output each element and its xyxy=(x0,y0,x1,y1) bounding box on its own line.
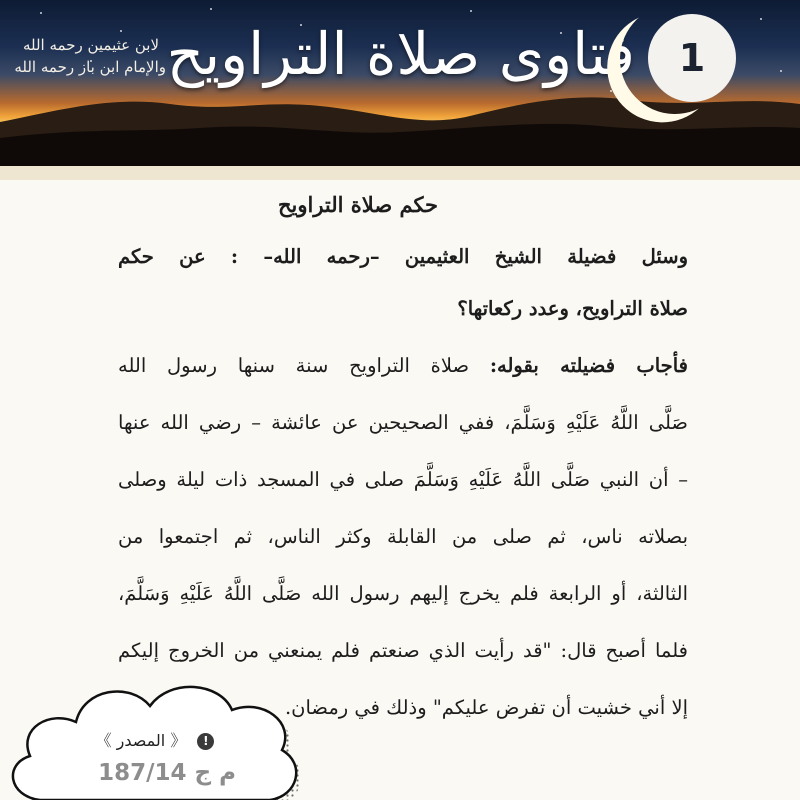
answer-first-line xyxy=(118,337,688,394)
episode-number-badge: 1 xyxy=(648,14,736,102)
answer-line: الثالثة، أو الرابعة فلم يخرج إليهم رسول الله صَلَّى اللَّهُ عَلَيْهِ وَسَلَّمَ، xyxy=(118,582,688,605)
header-divider xyxy=(0,166,800,180)
source-label-text: 《 المصدر 》 xyxy=(95,731,187,750)
answer-label: فأجاب فضيلته بقوله: xyxy=(489,354,688,377)
source-label xyxy=(60,728,250,751)
question-line: صلاة التراويح، وعدد ركعاتها؟ xyxy=(457,297,688,320)
question-paragraph xyxy=(118,234,688,337)
answer-line: بصلاته ناس، ثم صلى من القابلة وكثر الناس، ثم اجتمعوا من xyxy=(118,525,688,548)
answer-line: إلا أني خشيت أن تفرض عليكم" وذلك في رمضان. xyxy=(284,696,688,719)
authors-calligraphy xyxy=(16,34,166,78)
answer-line: فلما أصبح قال: "قد رأيت الذي صنعتم فلم يمنعني من الخروج إليكم xyxy=(118,639,688,662)
source-reference: م ج 187/14 xyxy=(98,760,236,786)
article-heading: حكم صلاة التراويح xyxy=(277,192,439,217)
info-icon: ! xyxy=(197,733,214,750)
author-line: لابن عثيمين رحمه الله xyxy=(22,36,160,54)
article-body xyxy=(118,190,688,736)
answer-text: صلاة التراويح سنة سنها رسول الله xyxy=(118,354,470,377)
header-banner xyxy=(0,0,800,166)
answer-line: – أن النبي صَلَّى اللَّهُ عَلَيْهِ وَسَلَّمَ صلى في المسجد ذات ليلة وصلى xyxy=(118,468,688,491)
question-line: وسئل فضيلة الشيخ العثيمين –رحمه الله– : عن حكم xyxy=(118,245,688,268)
author-line: والإمام ابن باز رحمه الله xyxy=(14,58,166,76)
answer-line: صَلَّى اللَّهُ عَلَيْهِ وَسَلَّمَ، ففي الصحيحين عن عائشة – رضي الله عنها xyxy=(118,411,688,434)
page-title: فتاوى صلاة التراويح xyxy=(166,20,635,88)
